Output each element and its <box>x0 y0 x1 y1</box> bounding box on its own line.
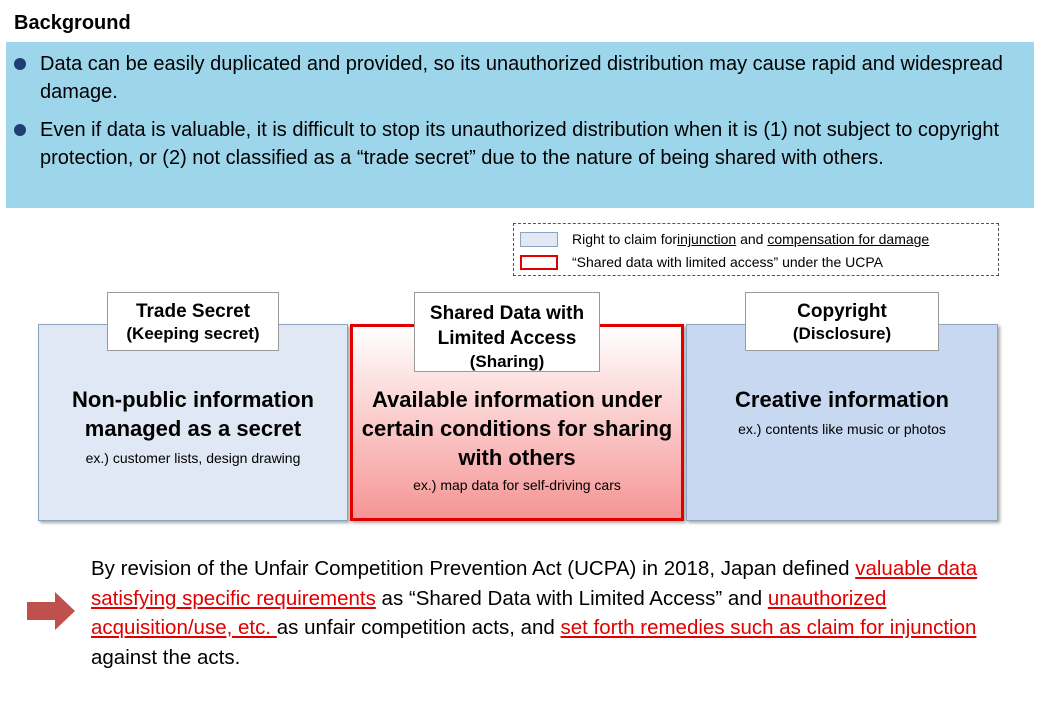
conclusion-highlight: unauthorized acquisition/use, etc. <box>91 586 887 639</box>
legend-term-injunction: injunction <box>677 231 737 247</box>
tab-subtitle: (Disclosure) <box>792 324 892 343</box>
conclusion-part: By revision of the Unfair Competition Prevention Act (UCPA) in 2018, Japan defined <box>91 557 856 580</box>
right-arrow-icon <box>27 592 75 630</box>
copyright-heading: Creative information <box>735 387 949 412</box>
legend-row-rights <box>520 229 929 249</box>
copyright-example: ex.) contents like music or photos <box>738 421 946 437</box>
trade-secret-example: ex.) customer lists, design drawing <box>85 450 301 466</box>
trade-secret-heading: Non-public information managed as a secret <box>72 387 314 441</box>
legend-swatch-blue <box>520 232 558 247</box>
legend <box>513 223 999 276</box>
legend-text: and <box>736 231 768 247</box>
trade-secret-tab <box>107 292 279 351</box>
conclusion-part: against the acts. <box>91 645 241 669</box>
conclusion-part: as “Shared Data with Limited Access” and <box>375 586 768 610</box>
legend-text: “Shared data with limited access” under the UCPA <box>572 254 883 270</box>
bullet-text: Data can be easily duplicated and provided, so its unauthorized distribution may cause rapid and widespread damage. <box>40 53 1003 103</box>
tab-subtitle: (Sharing) <box>469 352 545 371</box>
conclusion-text <box>91 554 1021 672</box>
conclusion-highlight: set forth remedies such as claim for injunction <box>560 616 977 639</box>
legend-swatch-red <box>520 255 558 270</box>
shared-data-tab <box>414 292 600 372</box>
tab-title: Trade Secret <box>135 301 251 322</box>
tab-subtitle: (Keeping secret) <box>126 324 260 343</box>
shared-data-example: ex.) map data for self-driving cars <box>413 477 621 493</box>
bullet-dot-icon <box>14 124 26 136</box>
legend-text: Right to claim for <box>572 231 678 247</box>
bullet-dot-icon <box>14 58 26 70</box>
background-title: Background <box>14 12 131 34</box>
copyright-tab <box>745 292 939 351</box>
bullet-text: Even if data is valuable, it is difficult to stop its unauthorized distribution when it is (1) not subject to copyright protection, or (2) not classified as a “trade secret” due to the nature of being shared with others. <box>40 119 1000 169</box>
tab-title: Shared Data with Limited Access <box>429 303 585 349</box>
legend-term-compensation: compensation for damage <box>767 231 930 247</box>
shared-data-heading: Available information under certain conditions for sharing with others <box>361 387 673 470</box>
legend-row-shared-data <box>520 252 883 272</box>
conclusion-highlight: valuable data satisfying specific requirements <box>91 557 978 610</box>
conclusion-part: as unfair competition acts, and <box>276 616 561 639</box>
tab-title: Copyright <box>797 301 887 322</box>
